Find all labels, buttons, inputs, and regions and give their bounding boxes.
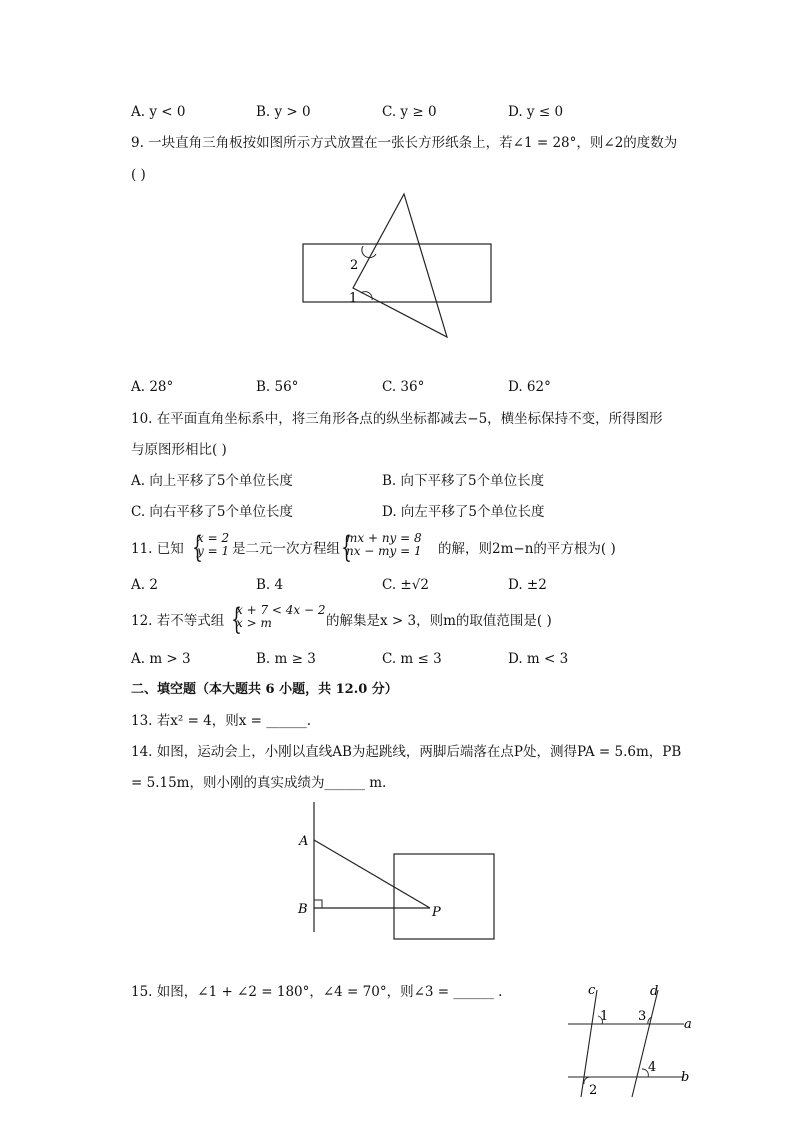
line-b-label: b — [681, 1070, 690, 1085]
q11-system2-top: mx + ny = 8 — [346, 531, 422, 545]
angle-4-label: 4 — [648, 1060, 657, 1075]
q9-option-d: D. 62° — [508, 379, 551, 395]
q12-option-d: D. m < 3 — [508, 651, 569, 667]
q14-stem-line1: 14. 如图，运动会上，小刚以直线AB为起跳线，两脚后端落在点P处，测得PA = 5.6m，PB — [131, 744, 682, 760]
q9-option-c: C. 36° — [382, 379, 425, 395]
q12-option-a: A. m > 3 — [131, 651, 191, 667]
q8-option-b: B. y > 0 — [256, 104, 311, 120]
q8-option-c: C. y ≥ 0 — [382, 104, 437, 120]
q10-option-c: C. 向右平移了5个单位长度 — [131, 504, 294, 520]
q9-option-a: A. 28° — [131, 379, 174, 395]
q11-brace-1: { — [192, 530, 203, 565]
q12-system-bottom: x > m — [236, 616, 272, 630]
q12-number: 12. 若不等式组 — [131, 613, 225, 629]
q14-stem-line2: = 5.15m，则小刚的真实成绩为______ m. — [131, 775, 387, 791]
line-d — [632, 990, 658, 1097]
q12-system-top: x + 7 < 4x − 2 — [236, 603, 326, 617]
point-b-label: B — [298, 902, 308, 917]
sandpit — [394, 854, 494, 939]
angle-3-label: 3 — [638, 1009, 647, 1024]
q12-option-c: C. m ≤ 3 — [382, 651, 442, 667]
q11-number: 11. 已知 — [131, 541, 184, 557]
q8-option-a: A. y < 0 — [131, 104, 186, 120]
q12-brace: { — [231, 602, 242, 637]
q11-option-a: A. 2 — [131, 577, 158, 593]
q12-option-b: B. m ≥ 3 — [256, 651, 316, 667]
line-c — [581, 990, 597, 1097]
set-square — [353, 194, 447, 337]
line-a-label: a — [684, 1017, 692, 1032]
q10-option-a: A. 向上平移了5个单位长度 — [131, 473, 293, 489]
angle-1-label: 1 — [349, 291, 358, 306]
q10-stem-line2: 与原图形相比( ) — [131, 442, 227, 458]
angle-2-arc — [362, 246, 376, 258]
q10-stem-line1: 10. 在平面直角坐标系中，将三角形各点的纵坐标都减去−5，横坐标保持不变，所得图形 — [131, 411, 663, 427]
q14-figure — [292, 800, 512, 945]
q11-brace-2: { — [341, 530, 352, 565]
q9-figure — [295, 190, 515, 350]
section-2-heading: 二、填空题（本大题共 6 小题，共 12.0 分） — [131, 682, 398, 697]
q11-option-b: B. 4 — [256, 577, 284, 593]
q13-stem: 13. 若x² = 4，则x = ______. — [131, 713, 312, 729]
angle-2-label: 2 — [589, 1083, 598, 1098]
q9-stem: 9. 一块直角三角板按如图所示方式放置在一张长方形纸条上，若∠1 = 28°，则∠2的度数为 — [131, 135, 678, 151]
q8-option-d: D. y ≤ 0 — [508, 104, 564, 120]
angle-2-label: 2 — [350, 258, 359, 273]
q11-system1-bottom: y = 1 — [197, 544, 230, 558]
line-d-label: d — [650, 984, 659, 999]
q15-stem: 15. 如图，∠1 + ∠2 = 180°，∠4 = 70°，则∠3 = ______ . — [131, 984, 503, 1000]
q10-option-d: D. 向左平移了5个单位长度 — [382, 504, 545, 520]
segment-pa — [314, 840, 430, 908]
q11-system1-top: x = 2 — [197, 531, 230, 545]
q12-tail: 的解集是x > 3，则m的取值范围是( ) — [326, 613, 552, 629]
point-p-label: P — [432, 905, 441, 920]
q11-option-d: D. ±2 — [508, 577, 547, 593]
line-c-label: c — [588, 983, 596, 998]
q11-system2-bottom: nx − my = 1 — [346, 544, 422, 558]
q9-paren: ( ) — [131, 167, 146, 183]
q10-option-b: B. 向下平移了5个单位长度 — [382, 473, 545, 489]
paper-strip — [303, 244, 491, 302]
q11-option-c: C. ±√2 — [382, 577, 429, 593]
q11-mid-text: 是二元一次方程组 — [232, 541, 340, 557]
right-angle-mark — [314, 900, 322, 908]
q11-tail: 的解，则2m−n的平方根为( ) — [438, 541, 616, 557]
angle-1-label: 1 — [600, 1009, 609, 1024]
q9-option-b: B. 56° — [256, 379, 299, 395]
q15-figure — [562, 982, 702, 1102]
point-a-label: A — [299, 834, 309, 849]
